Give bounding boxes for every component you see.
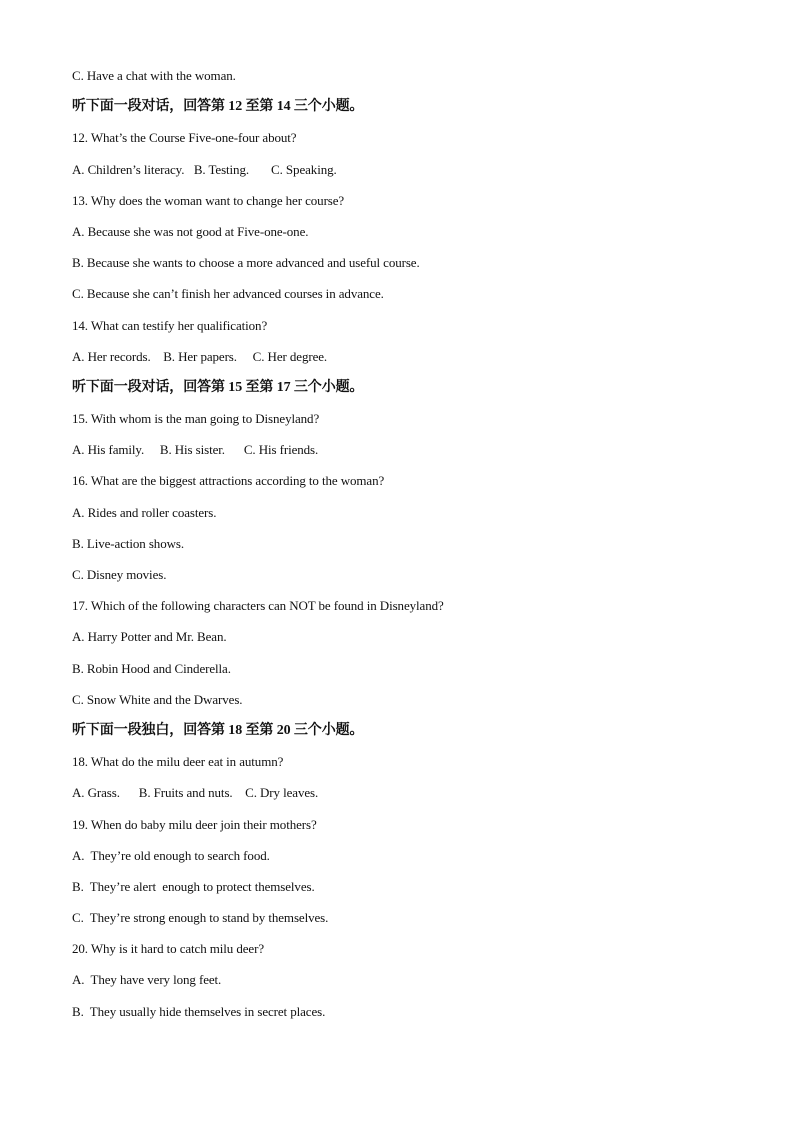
question-line: 13. Why does the woman want to change her course? <box>72 192 345 208</box>
option-line: A. They’re old enough to search food. <box>72 847 270 863</box>
question-line: 20. Why is it hard to catch milu deer? <box>72 941 264 957</box>
option-line: A. Grass. B. Fruits and nuts. C. Dry leaves. <box>72 785 319 801</box>
question-line: 15. With whom is the man going to Disneyland? <box>72 411 320 427</box>
option-line: B. They usually hide themselves in secret places. <box>72 1003 326 1019</box>
section-heading: 听下面一段对话，回答第 15 至第 17 三个小题。 <box>72 379 364 395</box>
option-line: C. They’re strong enough to stand by themselves. <box>72 910 329 926</box>
option-line: B. Because she wants to choose a more advanced and useful course. <box>72 255 420 271</box>
section-heading: 听下面一段独白，回答第 18 至第 20 三个小题。 <box>72 722 364 738</box>
option-line: A. They have very long feet. <box>72 972 222 988</box>
option-line: C. Snow White and the Dwarves. <box>72 691 243 707</box>
question-line: 17. Which of the following characters can NOT be found in Disneyland? <box>72 598 444 614</box>
question-line: 19. When do baby milu deer join their mothers? <box>72 816 317 832</box>
option-line: C. Disney movies. <box>72 567 167 582</box>
option-line: B. Robin Hood and Cinderella. <box>72 660 231 676</box>
option-line: B. Live-action shows. <box>72 535 184 551</box>
option-line: A. Because she was not good at Five-one-one. <box>72 223 309 239</box>
question-line: 16. What are the biggest attractions according to the woman? <box>72 473 385 489</box>
option-line: B. They’re alert enough to protect themselves. <box>72 878 315 894</box>
option-line: A. His family. B. His sister. C. His friends. <box>72 442 319 458</box>
option-line: A. Children’s literacy. B. Testing. C. Speaking. <box>72 161 337 177</box>
option-line: A. Rides and roller coasters. <box>72 504 217 520</box>
option-line: A. Her records. B. Her papers. C. Her degree. <box>72 348 328 364</box>
question-line: 18. What do the milu deer eat in autumn? <box>72 754 284 770</box>
option-line: C. Because she can’t finish her advanced courses in advance. <box>72 286 384 302</box>
document-page <box>72 67 752 1034</box>
question-line: 12. What’s the Course Five-one-four about? <box>72 130 297 146</box>
question-line: 14. What can testify her qualification? <box>72 317 268 333</box>
option-line: A. Harry Potter and Mr. Bean. <box>72 629 227 645</box>
section-heading: 听下面一段对话，回答第 12 至第 14 三个小题。 <box>72 99 364 115</box>
option-line: C. Have a chat with the woman. <box>72 68 236 83</box>
